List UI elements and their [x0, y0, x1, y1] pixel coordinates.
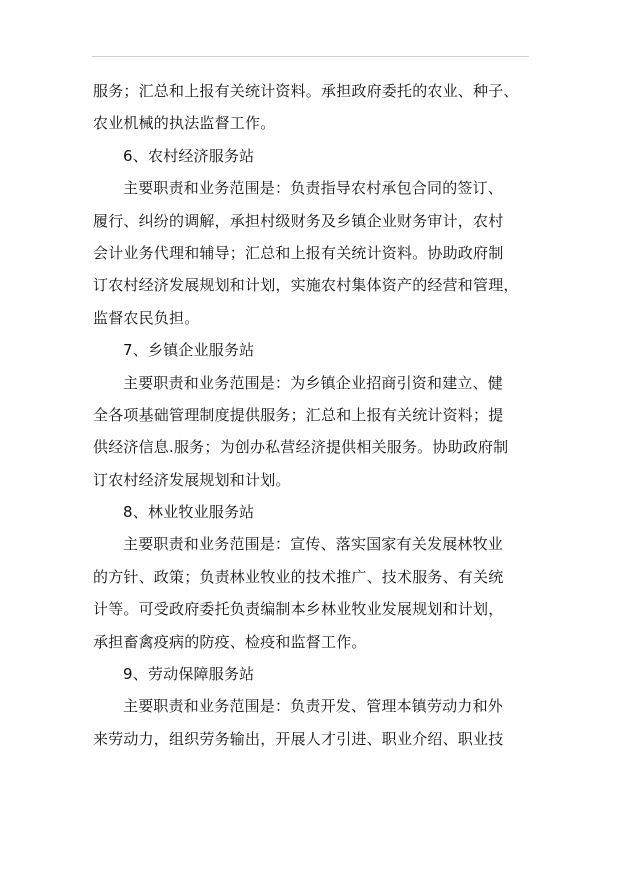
text-line-4: 主要职责和业务范围是：负责指导农村承包合同的签订、	[123, 179, 504, 198]
text-line-11: 全各项基础管理制度提供服务；汇总和上报有关统计资料；提	[93, 405, 504, 424]
header-rule	[92, 56, 529, 57]
text-line-5: 履行、纠纷的调解，承担村级财务及乡镇企业财务审计，农村	[93, 211, 504, 230]
section-heading-6: 6、农村经济服务站	[123, 146, 255, 165]
text-line-21: 来劳动力，组织劳务输出，开展人才引进、职业介绍、职业技	[93, 729, 504, 748]
section-heading-9: 9、劳动保障服务站	[123, 665, 255, 684]
text-line-18: 承担畜禽疫病的防疫、检疫和监督工作。	[93, 632, 367, 651]
text-line-13: 订农村经济发展规划和计划。	[93, 470, 291, 489]
text-line-16: 的方针、政策；负责林业牧业的技术推广、技术服务、有关统	[93, 567, 504, 586]
text-line-20: 主要职责和业务范围是：负责开发、管理本镇劳动力和外	[123, 697, 504, 716]
body-text	[93, 75, 533, 755]
section-heading-7: 7、乡镇企业服务站	[123, 341, 255, 360]
text-line-7: 订农村经济发展规划和计划，实施农村集体资产的经营和管理，	[93, 276, 519, 295]
text-line-6: 会计业务代理和辅导；汇总和上报有关统计资料。协助政府制	[93, 243, 504, 262]
text-line-15: 主要职责和业务范围是：宣传、落实国家有关发展林牧业	[123, 535, 504, 554]
text-line-12: 供经济信息.服务；为创办私营经济提供相关服务。协助政府制	[93, 438, 509, 457]
section-heading-8: 8、林业牧业服务站	[123, 503, 255, 522]
text-line-17: 计等。可受政府委托负责编制本乡林业牧业发展规划和计划，	[93, 600, 504, 619]
text-line-8: 监督农民负担。	[93, 308, 200, 327]
text-line-10: 主要职责和业务范围是：为乡镇企业招商引资和建立、健	[123, 373, 504, 392]
text-line-2: 农业机械的执法监督工作。	[93, 114, 276, 133]
text-line-1: 服务；汇总和上报有关统计资料。承担政府委托的农业、种子、	[93, 82, 519, 100]
